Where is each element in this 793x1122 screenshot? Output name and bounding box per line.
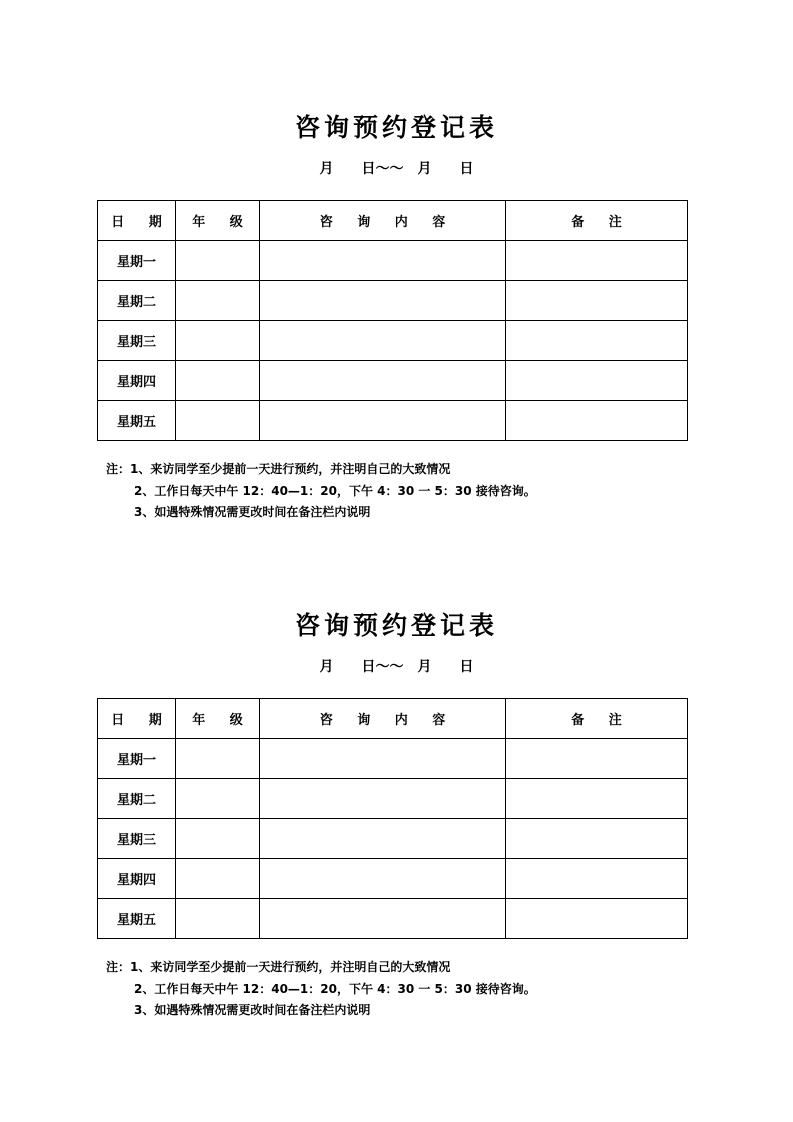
row-day-label: 星期五 <box>98 899 176 939</box>
grade-cell[interactable] <box>176 779 260 819</box>
remarks-cell[interactable] <box>506 241 688 281</box>
form-title: 咨询预约登记表 <box>294 113 498 142</box>
remarks-cell[interactable] <box>506 859 688 899</box>
date-range-line: 月 日～～ 月 日 <box>319 161 474 177</box>
grade-cell[interactable] <box>176 859 260 899</box>
remarks-cell[interactable] <box>506 899 688 939</box>
note-line-1: 注：1、来访同学至少提前一天进行预约，并注明自己的大致情况 <box>106 960 451 974</box>
form-title: 咨询预约登记表 <box>294 611 498 640</box>
appointment-table <box>97 200 688 441</box>
remarks-cell[interactable] <box>506 321 688 361</box>
header-grade: 年 级 <box>176 699 260 739</box>
row-day-label: 星期五 <box>98 401 176 441</box>
row-day-label: 星期一 <box>98 739 176 779</box>
remarks-cell[interactable] <box>506 361 688 401</box>
table-row <box>98 241 688 281</box>
header-content: 咨 询 内 容 <box>260 201 506 241</box>
note-line-1: 注：1、来访同学至少提前一天进行预约，并注明自己的大致情况 <box>106 462 451 476</box>
row-day-label: 星期一 <box>98 241 176 281</box>
grade-cell[interactable] <box>176 899 260 939</box>
content-cell[interactable] <box>260 739 506 779</box>
notes-block <box>106 459 536 524</box>
grade-cell[interactable] <box>176 361 260 401</box>
content-cell[interactable] <box>260 281 506 321</box>
content-cell[interactable] <box>260 241 506 281</box>
remarks-cell[interactable] <box>506 281 688 321</box>
table-row <box>98 401 688 441</box>
table-row <box>98 819 688 859</box>
notes-block <box>106 957 536 1022</box>
content-cell[interactable] <box>260 321 506 361</box>
row-day-label: 星期二 <box>98 281 176 321</box>
header-remarks: 备 注 <box>506 201 688 241</box>
row-day-label: 星期二 <box>98 779 176 819</box>
date-range-line: 月 日～～ 月 日 <box>319 659 474 675</box>
table-row <box>98 321 688 361</box>
row-day-label: 星期三 <box>98 321 176 361</box>
table-row <box>98 779 688 819</box>
content-cell[interactable] <box>260 401 506 441</box>
content-cell[interactable] <box>260 361 506 401</box>
note-line-2: 2、工作日每天中午 12：40—1：20，下午 4：30 一 5：30 接待咨询。 <box>134 483 536 498</box>
note-line-3: 3、如遇特殊情况需更改时间在备注栏内说明 <box>134 1003 371 1017</box>
grade-cell[interactable] <box>176 281 260 321</box>
content-cell[interactable] <box>260 859 506 899</box>
row-day-label: 星期四 <box>98 859 176 899</box>
table-row <box>98 899 688 939</box>
content-cell[interactable] <box>260 819 506 859</box>
table-row <box>98 361 688 401</box>
content-cell[interactable] <box>260 899 506 939</box>
remarks-cell[interactable] <box>506 819 688 859</box>
grade-cell[interactable] <box>176 321 260 361</box>
grade-cell[interactable] <box>176 739 260 779</box>
header-date: 日 期 <box>98 699 176 739</box>
remarks-cell[interactable] <box>506 779 688 819</box>
content-cell[interactable] <box>260 779 506 819</box>
grade-cell[interactable] <box>176 401 260 441</box>
header-grade: 年 级 <box>176 201 260 241</box>
header-content: 咨 询 内 容 <box>260 699 506 739</box>
remarks-cell[interactable] <box>506 401 688 441</box>
table-header-row <box>98 201 688 241</box>
header-date: 日 期 <box>98 201 176 241</box>
appointment-table <box>97 698 688 939</box>
table-row <box>98 739 688 779</box>
note-line-2: 2、工作日每天中午 12：40—1：20，下午 4：30 一 5：30 接待咨询。 <box>134 981 536 996</box>
table-header-row <box>98 699 688 739</box>
grade-cell[interactable] <box>176 241 260 281</box>
row-day-label: 星期三 <box>98 819 176 859</box>
row-day-label: 星期四 <box>98 361 176 401</box>
note-line-3: 3、如遇特殊情况需更改时间在备注栏内说明 <box>134 505 371 519</box>
table-row <box>98 281 688 321</box>
remarks-cell[interactable] <box>506 739 688 779</box>
grade-cell[interactable] <box>176 819 260 859</box>
table-row <box>98 859 688 899</box>
header-remarks: 备 注 <box>506 699 688 739</box>
